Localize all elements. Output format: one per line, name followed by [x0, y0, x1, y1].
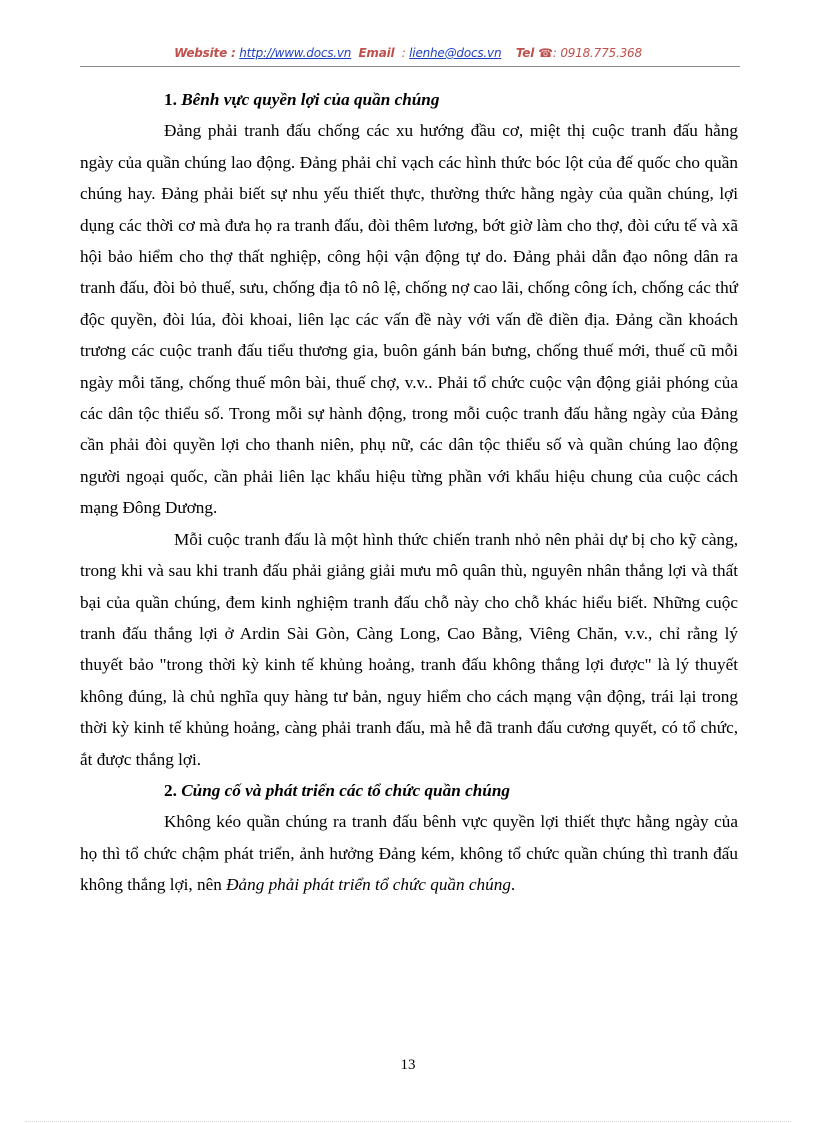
section-2-number: 2. [164, 780, 177, 800]
website-label: Website : [174, 46, 236, 60]
section-1-title: Bênh vực quyền lợi của quần chúng [181, 90, 440, 109]
section-1-paragraph-2: Mỗi cuộc tranh đấu là một hình thức chiến tranh nhỏ nên phải dự bị cho kỹ càng, trong khi và sau khi tranh đấu phải giảng giải mưu mô quân thù, nguyên nhân thắng lợi và thất bại của quần chúng, đem kinh nghiệm tranh đấu chỗ này cho chỗ khác hiểu biết. Những cuộc tranh đấu thắng lợi ở Ardin Sài Gòn, Càng Long, Cao Bằng, Viêng Chăn, v.v., chỉ rằng lý thuyết bảo "trong thời kỳ kinh tế khủng hoảng, tranh đấu không thắng lợi được" là lý thuyết không đúng, là chủ nghĩa quy hàng tư bản, nguy hiểm cho cách mạng vận động, trái lại trong thời kỳ kinh tế khủng hoảng, càng phải tranh đấu, mà hễ đã tranh đấu cương quyết, có tổ chức, ắt được thắng lợi. [80, 529, 738, 769]
section-1-number: 1. [164, 90, 177, 109]
email-label: Email [358, 46, 395, 60]
page-header [0, 46, 816, 60]
section-1-paragraph-1: Đảng phải tranh đấu chống các xu hướng đầu cơ, miệt thị cuộc tranh đấu hằng ngày của quần chúng lao động. Đảng phải chỉ vạch các hình thức bóc lột của đế quốc cho quần chúng hay. Đảng phải biết sự nhu yếu thiết thực, thường thức hằng ngày của quần chúng, lợi dụng các thời cơ mà đưa họ ra tranh đấu, đòi thêm lương, bớt giờ làm cho thợ, đòi cứu tế và xã hội bảo hiểm cho thợ thất nghiệp, công hội vận động tự do. Đảng phải dẫn đạo nông dân ra tranh đấu, đòi bỏ thuế, sưu, chống địa tô nô lệ, chống nợ cao lãi, chống công ích, chống các thứ độc quyền, đòi lúa, đòi khoai, liên lạc các vấn đề này với vấn đề điền địa. Đảng cần khoách trương các cuộc tranh đấu tiểu thương gia, buôn gánh bán bưng, chống thuế mới, thuế cũ mỗi ngày mỗi tăng, chống thuế môn bài, thuế chợ, v.v.. Phải tổ chức cuộc vận động giải phóng của các dân tộc thiểu số. Trong mỗi sự hành động, trong mỗi cuộc tranh đấu hằng ngày của Đảng cần phải đòi quyền lợi cho thanh niên, phụ nữ, các dân tộc thiểu số và quần chúng lao động người ngoại quốc, cần phải liên lạc khẩu hiệu từng phần với khẩu hiệu chung của cuộc cách mạng Đông Dương. [80, 121, 738, 518]
phone-label: Tel ☎ [515, 46, 553, 60]
email-separator: : [401, 46, 406, 60]
section-1-heading [80, 84, 738, 115]
page-number: 13 [400, 1057, 416, 1073]
section-2-title: Củng cố và phát triển các tổ chức quần chúng [181, 780, 510, 800]
footer-divider [25, 1121, 791, 1122]
section-2-paragraph-text: Không kéo quần chúng ra tranh đấu bênh vực quyền lợi thiết thực hằng ngày của họ thì tổ chức chậm phát triển, ảnh hưởng Đảng kém, không tổ chức quần chúng thì tranh đấu không thắng lợi, nên [80, 812, 738, 895]
phone-number: : 0918.775.368 [552, 46, 642, 60]
document-body [80, 84, 738, 901]
email-link[interactable]: lienhe@docs.vn [409, 46, 502, 60]
website-link[interactable]: http://www.docs.vn [239, 46, 352, 60]
section-2-paragraph-end: . [510, 875, 516, 895]
header-divider [80, 66, 740, 67]
section-2-paragraph-emphasis: Đảng phải phát triển tổ chức quần chúng [226, 875, 511, 895]
section-2-paragraph-1 [80, 806, 738, 900]
section-2-heading [80, 775, 738, 806]
